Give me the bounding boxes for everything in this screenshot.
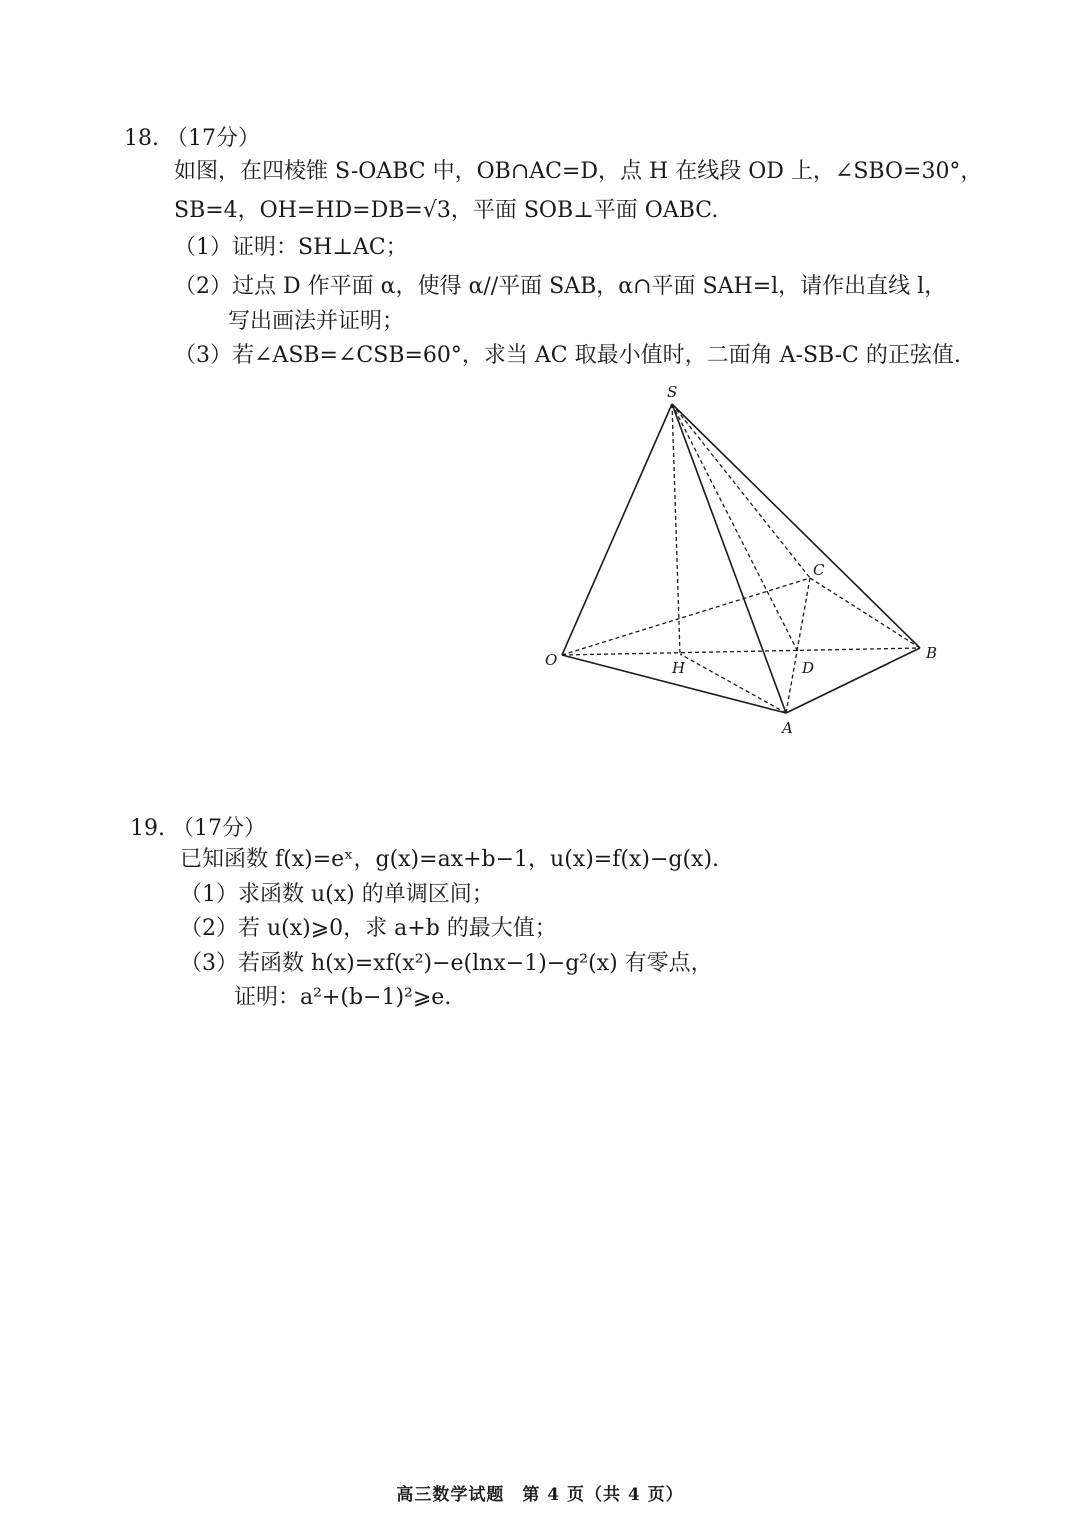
label-C: C bbox=[813, 561, 825, 579]
edge-SH bbox=[672, 404, 680, 654]
label-B: B bbox=[926, 644, 938, 662]
pyramid-figure bbox=[530, 378, 950, 740]
q19-stem: 已知函数 f(x)=eˣ，g(x)=ax+b−1，u(x)=f(x)−g(x). bbox=[180, 847, 720, 872]
edge-OB bbox=[562, 648, 920, 655]
edge-AB bbox=[786, 648, 920, 713]
label-H: H bbox=[672, 659, 686, 677]
edge-SC bbox=[672, 404, 810, 578]
label-S: S bbox=[667, 383, 678, 401]
q18-header: 18. （17分） bbox=[124, 126, 260, 151]
q19-part2: （2）若 u(x)⩾0，求 a+b 的最大值； bbox=[180, 916, 557, 941]
q19-part3: （3）若函数 h(x)=xf(x²)−e(lnx−1)−g²(x) 有零点， bbox=[180, 951, 713, 976]
label-D: D bbox=[802, 659, 815, 677]
edge-AH bbox=[680, 654, 786, 713]
edge-OC bbox=[562, 578, 810, 655]
edge-SB bbox=[672, 404, 920, 648]
q18-stem-line1: 如图，在四棱锥 S-OABC 中，OB∩AC=D，点 H 在线段 OD 上，∠SBO=30°， bbox=[174, 159, 983, 184]
page-footer: 高三数学试题 第 4 页（共 4 页） bbox=[396, 1485, 684, 1505]
q18-part3: （3）若∠ASB=∠CSB=60°，求当 AC 取最小值时，二面角 A-SB-C 的正弦值. bbox=[174, 343, 961, 368]
label-A: A bbox=[782, 719, 793, 737]
q18-stem-line2: SB=4，OH=HD=DB=√3，平面 SOB⊥平面 OABC. bbox=[174, 198, 719, 223]
q18-part1: （1）证明：SH⊥AC； bbox=[174, 235, 408, 260]
edge-CB bbox=[810, 578, 920, 648]
edge-AC bbox=[786, 578, 810, 713]
q18-part2-cont: 写出画法并证明； bbox=[228, 309, 405, 334]
edge-SO bbox=[562, 404, 672, 655]
edge-SA bbox=[672, 404, 786, 713]
q19-part3-cont: 证明：a²+(b−1)²⩾e. bbox=[234, 985, 452, 1010]
q18-part2: （2）过点 D 作平面 α，使得 α//平面 SAB，α∩平面 SAH=l，请作出直线 l， bbox=[174, 274, 947, 299]
label-O: O bbox=[545, 651, 558, 669]
q19-header: 19. （17分） bbox=[130, 816, 266, 841]
q19-part1: （1）求函数 u(x) 的单调区间； bbox=[180, 882, 494, 907]
